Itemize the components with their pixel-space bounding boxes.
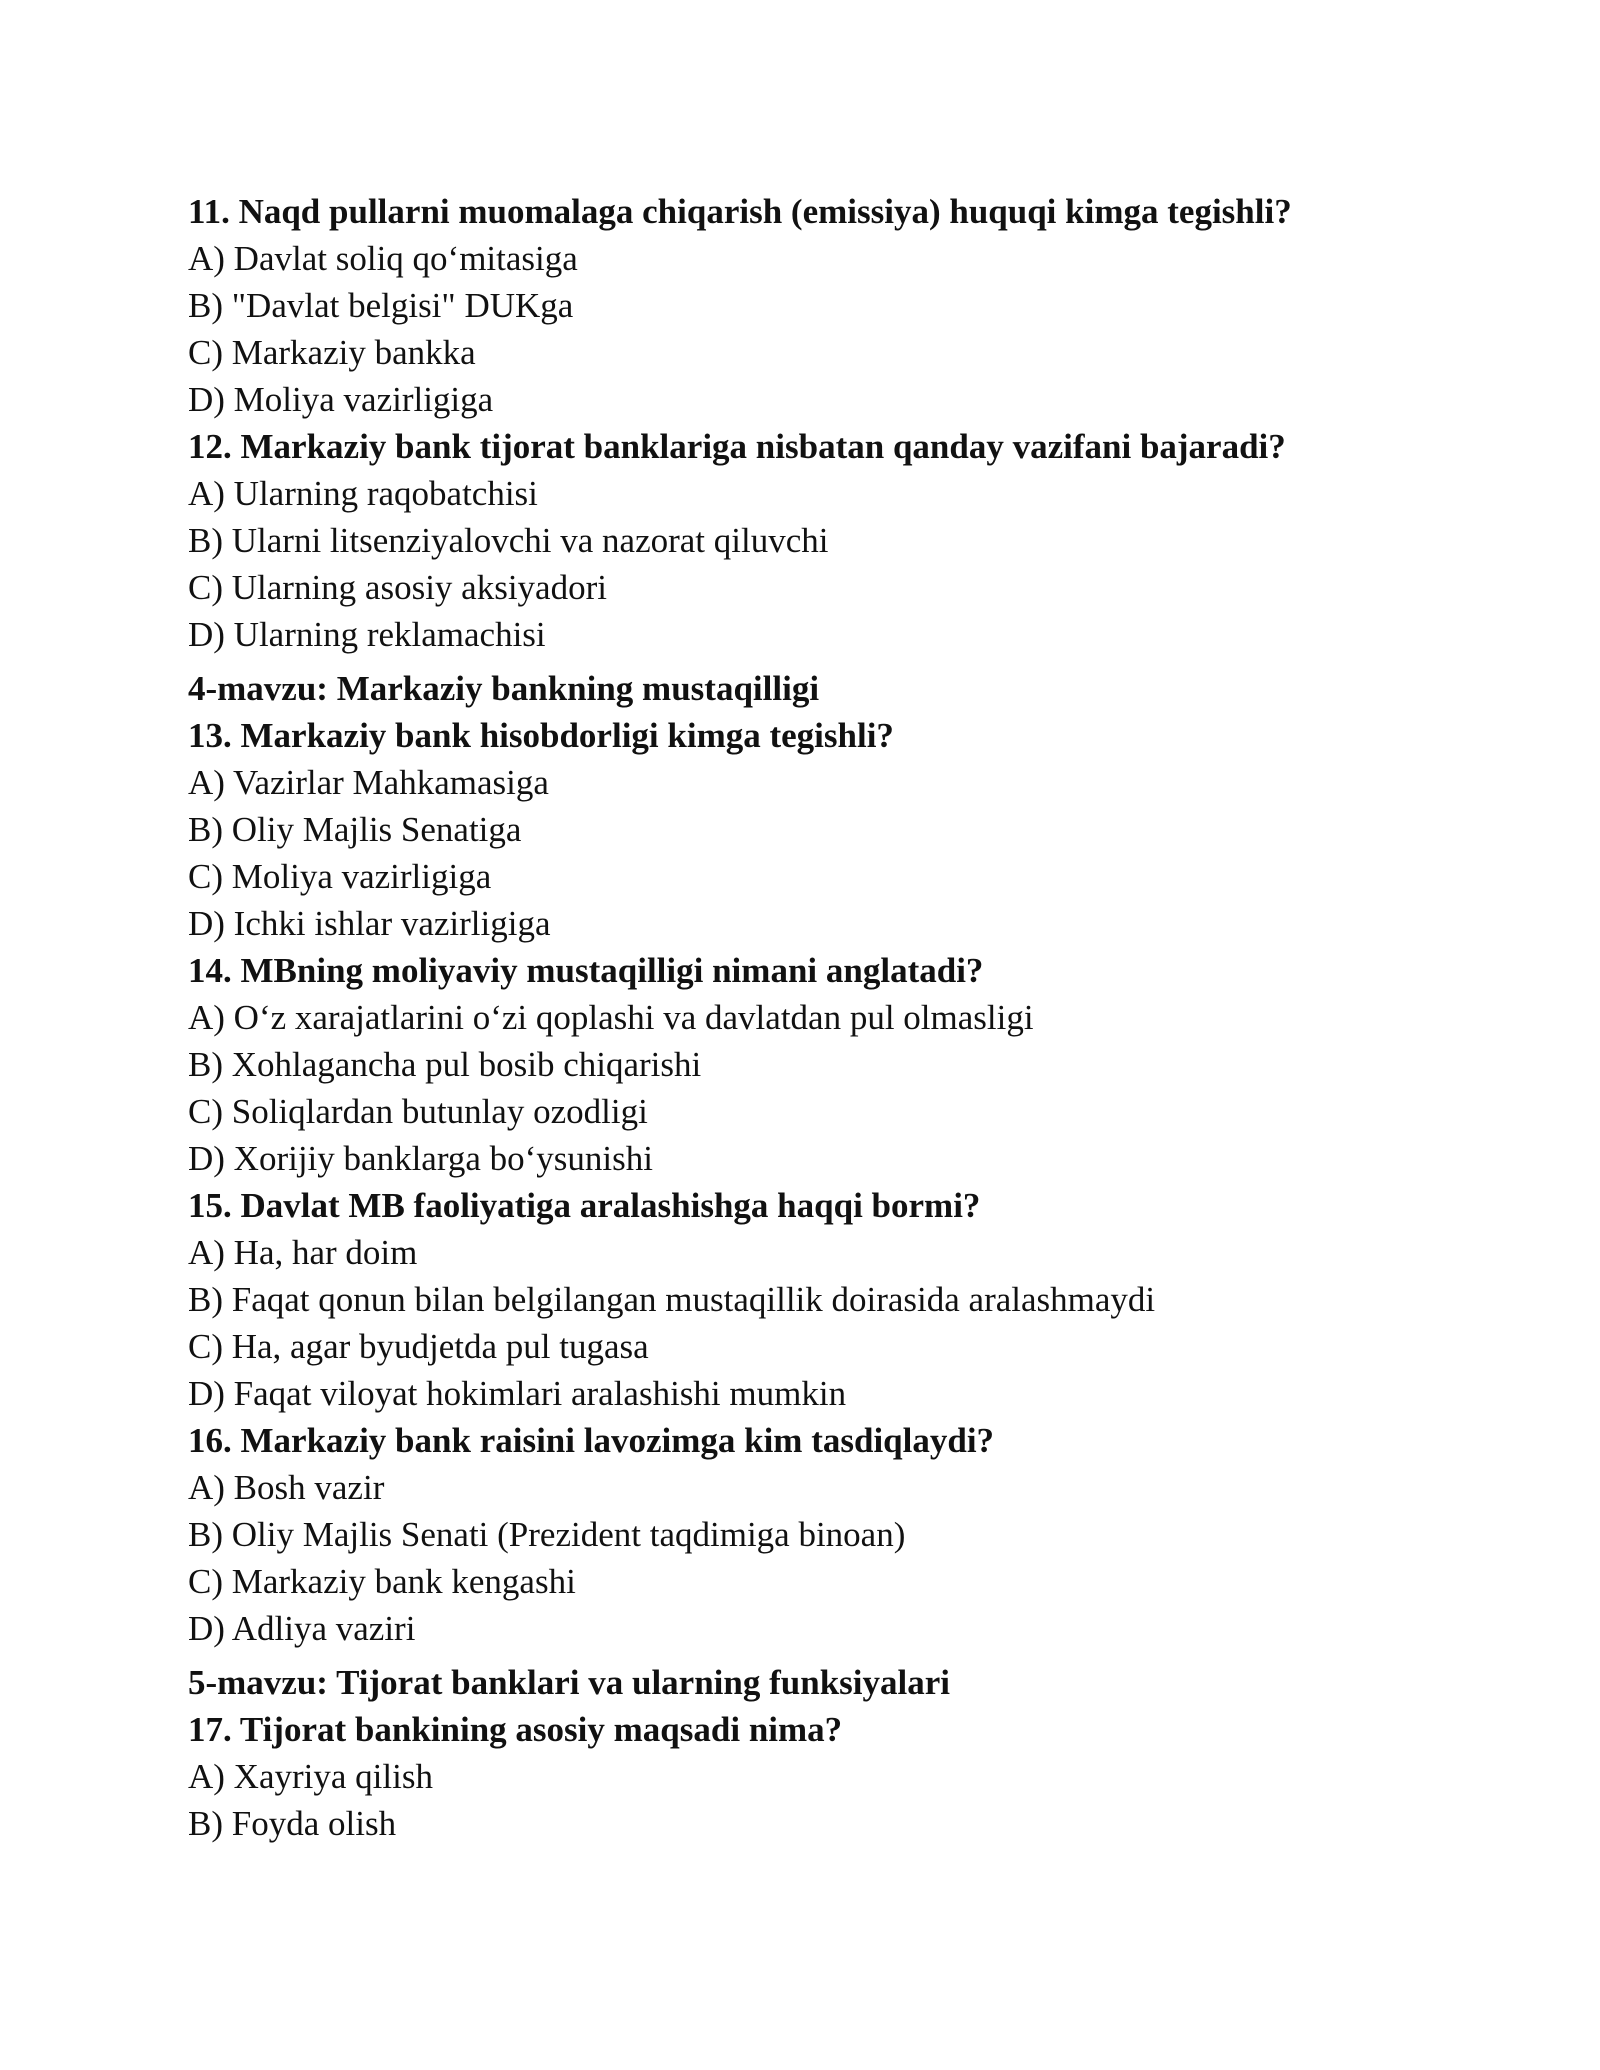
question-16: 16. Markaziy bank raisini lavozimga kim tasdiqlaydi? xyxy=(188,1421,995,1460)
question-11: 11. Naqd pullarni muomalaga chiqarish (emissiya) huquqi kimga tegishli? xyxy=(188,192,1292,231)
question-17: 17. Tijorat bankining asosiy maqsadi nima? xyxy=(188,1710,843,1749)
option-13-a: A) Vazirlar Mahkamasiga xyxy=(188,763,549,802)
option-12-d: D) Ularning reklamachisi xyxy=(188,615,546,654)
option-12-b: B) Ularni litsenziyalovchi va nazorat qiluvchi xyxy=(188,521,829,560)
option-16-a: A) Bosh vazir xyxy=(188,1468,385,1507)
option-14-a: A) O‘z xarajatlarini o‘zi qoplashi va davlatdan pul olmasligi xyxy=(188,998,1034,1037)
option-15-b: B) Faqat qonun bilan belgilangan mustaqillik doirasida aralashmaydi xyxy=(188,1280,1156,1319)
option-17-a: A) Xayriya qilish xyxy=(188,1757,433,1796)
option-16-b: B) Oliy Majlis Senati (Prezident taqdimiga binoan) xyxy=(188,1515,906,1554)
option-11-c: C) Markaziy bankka xyxy=(188,333,476,372)
topic-heading-4: 4-mavzu: Markaziy bankning mustaqilligi xyxy=(188,669,820,708)
option-12-c: C) Ularning asosiy aksiyadori xyxy=(188,568,607,607)
option-15-d: D) Faqat viloyat hokimlari aralashishi mumkin xyxy=(188,1374,847,1413)
question-15: 15. Davlat MB faoliyatiga aralashishga haqqi bormi? xyxy=(188,1186,981,1225)
option-13-b: B) Oliy Majlis Senatiga xyxy=(188,810,522,849)
question-13: 13. Markaziy bank hisobdorligi kimga tegishli? xyxy=(188,716,894,755)
option-11-a: A) Davlat soliq qo‘mitasiga xyxy=(188,239,578,278)
option-11-d: D) Moliya vazirligiga xyxy=(188,380,494,419)
option-14-b: B) Xohlagancha pul bosib chiqarishi xyxy=(188,1045,702,1084)
option-15-a: A) Ha, har doim xyxy=(188,1233,418,1272)
option-12-a: A) Ularning raqobatchisi xyxy=(188,474,538,513)
option-14-c: C) Soliqlardan butunlay ozodligi xyxy=(188,1092,648,1131)
option-11-b: B) "Davlat belgisi" DUKga xyxy=(188,286,574,325)
question-12: 12. Markaziy bank tijorat banklariga nisbatan qanday vazifani bajaradi? xyxy=(188,427,1286,466)
option-16-c: C) Markaziy bank kengashi xyxy=(188,1562,576,1601)
option-15-c: C) Ha, agar byudjetda pul tugasa xyxy=(188,1327,649,1366)
option-13-d: D) Ichki ishlar vazirligiga xyxy=(188,904,551,943)
option-16-d: D) Adliya vaziri xyxy=(188,1609,416,1648)
option-13-c: C) Moliya vazirligiga xyxy=(188,857,492,896)
question-14: 14. MBning moliyaviy mustaqilligi nimani anglatadi? xyxy=(188,951,984,990)
option-14-d: D) Xorijiy banklarga bo‘ysunishi xyxy=(188,1139,653,1178)
option-17-b: B) Foyda olish xyxy=(188,1804,397,1843)
document-page xyxy=(188,188,1488,1847)
topic-heading-5: 5-mavzu: Tijorat banklari va ularning funksiyalari xyxy=(188,1663,951,1702)
